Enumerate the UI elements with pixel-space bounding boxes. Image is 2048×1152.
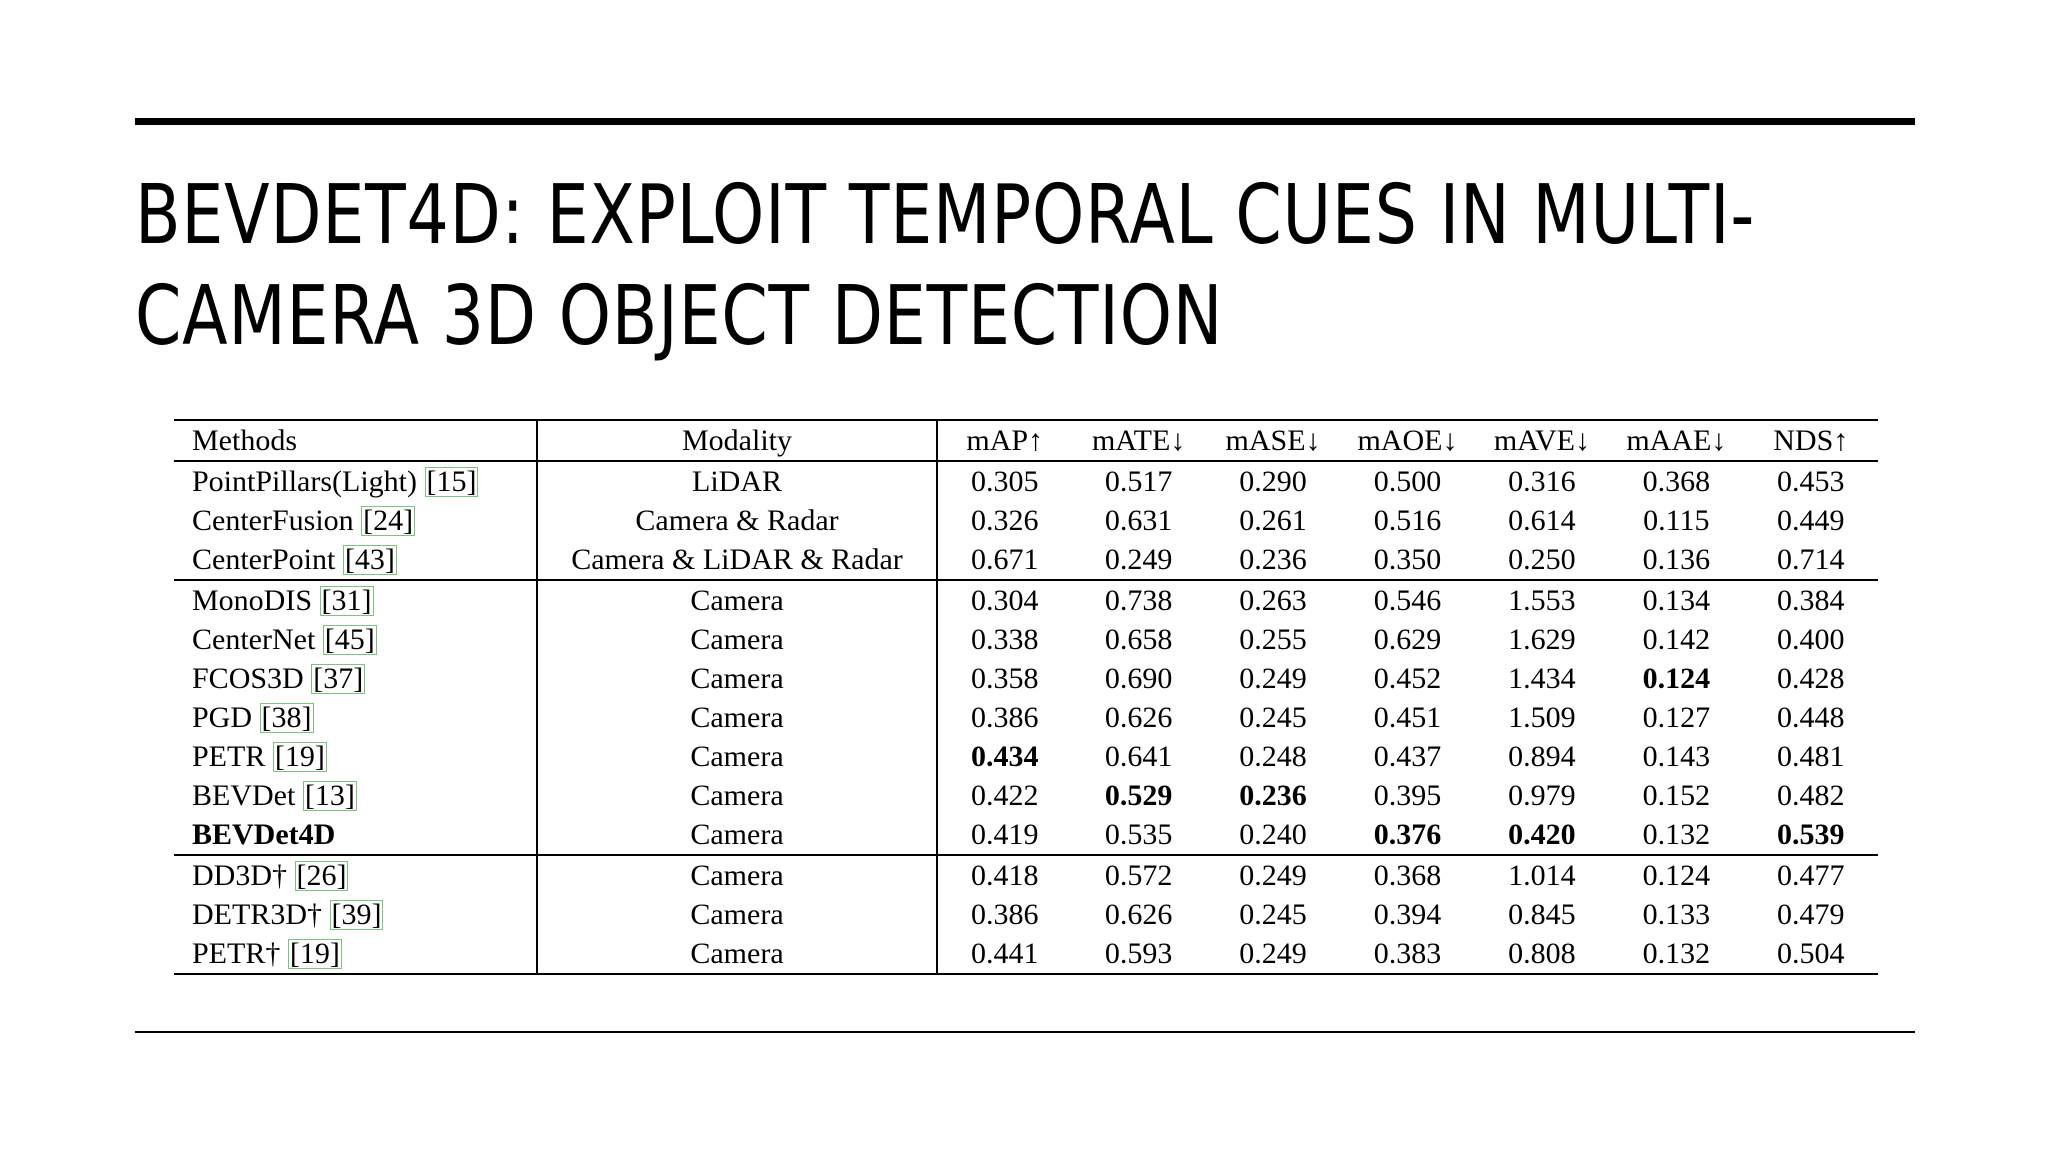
- metric-cell: 0.132: [1642, 818, 1711, 851]
- modality-cell: Camera: [537, 815, 937, 855]
- method-name: CenterPoint: [192, 543, 336, 576]
- table-row: [174, 461, 1878, 501]
- metric-cell: 0.539: [1777, 818, 1845, 851]
- method-name: PointPillars(Light): [192, 465, 417, 498]
- citation-link[interactable]: [37]: [313, 662, 364, 695]
- citation-link[interactable]: [15]: [426, 465, 477, 498]
- metric-cell: 0.808: [1508, 937, 1576, 970]
- metric-cell: 1.014: [1508, 859, 1576, 892]
- metric-cell: 0.400: [1777, 623, 1845, 656]
- metric-cell: 0.152: [1642, 779, 1711, 812]
- modality-cell: Camera: [537, 620, 937, 659]
- method-name: PETR: [192, 740, 266, 773]
- modality-cell: Camera: [537, 855, 937, 895]
- modality-cell: Camera: [537, 934, 937, 974]
- metric-cell: 0.626: [1104, 701, 1173, 734]
- metric-cell: 0.142: [1642, 623, 1711, 656]
- metric-cell: 0.143: [1642, 740, 1711, 773]
- modality-cell: Camera & LiDAR & Radar: [537, 540, 937, 580]
- header-maoe: mAOE↓: [1357, 424, 1458, 457]
- metric-cell: 0.979: [1508, 779, 1576, 812]
- metric-cell: 0.451: [1373, 701, 1442, 734]
- metric-cell: 0.449: [1777, 504, 1845, 537]
- metric-cell: 0.482: [1777, 779, 1845, 812]
- metric-cell: 0.263: [1239, 584, 1307, 617]
- title-line-1: BEVDET4D: EXPLOIT TEMPORAL CUES IN MULTI-: [135, 168, 1756, 263]
- metric-cell: 0.368: [1642, 465, 1711, 498]
- modality-cell: Camera & Radar: [537, 501, 937, 540]
- metric-cell: 0.481: [1777, 740, 1845, 773]
- header-map: mAP↑: [966, 424, 1044, 457]
- metric-cell: 0.690: [1104, 662, 1173, 695]
- method-name: CenterNet: [192, 623, 316, 656]
- metric-cell: 0.437: [1373, 740, 1442, 773]
- table-row: [174, 698, 1878, 737]
- metric-cell: 0.132: [1642, 937, 1711, 970]
- citation-link[interactable]: [13]: [304, 779, 355, 812]
- metric-cell: 0.477: [1777, 859, 1845, 892]
- method-name: DD3D†: [192, 859, 287, 892]
- metric-cell: 0.516: [1373, 504, 1442, 537]
- citation-link[interactable]: [39]: [331, 898, 382, 931]
- method-cell: [174, 501, 537, 540]
- method-cell: [174, 776, 537, 815]
- metric-cell: 0.395: [1373, 779, 1442, 812]
- metric-cell: 0.452: [1373, 662, 1442, 695]
- metric-cell: 0.305: [970, 465, 1039, 498]
- method-cell: [174, 815, 537, 855]
- metric-cell: 0.422: [970, 779, 1039, 812]
- metric-cell: 0.641: [1104, 740, 1173, 773]
- metric-cell: 0.236: [1239, 543, 1307, 576]
- metric-cell: 0.479: [1777, 898, 1845, 931]
- modality-cell: Camera: [537, 580, 937, 620]
- table-row: [174, 895, 1878, 934]
- method-name: CenterFusion: [192, 504, 354, 537]
- table-row: [174, 659, 1878, 698]
- method-cell: [174, 659, 537, 698]
- method-cell: [174, 461, 537, 501]
- method-cell: [174, 580, 537, 620]
- citation-link[interactable]: [45]: [324, 623, 375, 656]
- table-row: [174, 540, 1878, 580]
- metric-cell: 0.249: [1104, 543, 1173, 576]
- method-name: PETR†: [192, 937, 281, 970]
- citation-link[interactable]: [43]: [344, 543, 395, 576]
- method-name: PGD: [192, 701, 253, 734]
- citation-link[interactable]: [24]: [363, 504, 414, 537]
- metric-cell: 0.383: [1373, 937, 1442, 970]
- header-nds: NDS↑: [1773, 424, 1849, 457]
- metric-cell: 0.629: [1373, 623, 1442, 656]
- metric-cell: 0.358: [970, 662, 1039, 695]
- method-name: MonoDIS: [192, 584, 313, 617]
- metric-cell: 0.261: [1239, 504, 1307, 537]
- method-cell: [174, 737, 537, 776]
- metric-cell: 0.384: [1777, 584, 1845, 617]
- table-body: [174, 461, 1878, 974]
- metric-cell: 0.434: [970, 740, 1039, 773]
- metric-cell: 0.376: [1373, 818, 1442, 851]
- top-divider: [135, 118, 1915, 125]
- metric-cell: 1.434: [1508, 662, 1576, 695]
- metric-cell: 0.394: [1373, 898, 1442, 931]
- metric-cell: 0.448: [1777, 701, 1845, 734]
- method-cell: [174, 620, 537, 659]
- metric-cell: 0.626: [1104, 898, 1173, 931]
- results-table-container: [174, 419, 1878, 975]
- metric-cell: 0.350: [1373, 543, 1442, 576]
- metric-cell: 0.535: [1104, 818, 1173, 851]
- metric-cell: 0.529: [1104, 779, 1173, 812]
- header-maae: mAAE↓: [1626, 424, 1727, 457]
- modality-cell: LiDAR: [537, 461, 937, 501]
- metric-cell: 0.133: [1642, 898, 1711, 931]
- metric-cell: 0.593: [1104, 937, 1173, 970]
- method-cell: [174, 895, 537, 934]
- metric-cell: 0.504: [1777, 937, 1845, 970]
- metric-cell: 1.629: [1508, 623, 1576, 656]
- table-row: [174, 776, 1878, 815]
- metric-cell: 0.249: [1239, 662, 1307, 695]
- metric-cell: 0.249: [1239, 859, 1307, 892]
- metric-cell: 0.418: [970, 859, 1039, 892]
- table-header-row: [174, 420, 1878, 461]
- modality-cell: Camera: [537, 698, 937, 737]
- modality-cell: Camera: [537, 659, 937, 698]
- modality-cell: Camera: [537, 895, 937, 934]
- metric-cell: 0.614: [1508, 504, 1576, 537]
- metric-cell: 0.248: [1239, 740, 1307, 773]
- table-row: [174, 815, 1878, 855]
- method-name: DETR3D†: [192, 898, 322, 931]
- metric-cell: 0.240: [1239, 818, 1307, 851]
- metric-cell: 0.326: [970, 504, 1039, 537]
- metric-cell: 0.441: [970, 937, 1039, 970]
- metric-cell: 0.500: [1373, 465, 1442, 498]
- method-name: FCOS3D: [192, 662, 304, 695]
- header-mave: mAVE↓: [1493, 424, 1590, 457]
- metric-cell: 0.368: [1373, 859, 1442, 892]
- citation-link[interactable]: [31]: [321, 584, 372, 617]
- metric-cell: 0.245: [1239, 898, 1307, 931]
- method-name: BEVDet: [192, 779, 296, 812]
- modality-cell: Camera: [537, 776, 937, 815]
- results-table: [174, 419, 1878, 975]
- metric-cell: 0.671: [970, 543, 1039, 576]
- modality-cell: Camera: [537, 737, 937, 776]
- table-row: [174, 620, 1878, 659]
- metric-cell: 0.338: [970, 623, 1039, 656]
- bottom-divider: [135, 1031, 1915, 1033]
- metric-cell: 0.250: [1508, 543, 1576, 576]
- metric-cell: 0.304: [970, 584, 1039, 617]
- metric-cell: 0.631: [1104, 504, 1173, 537]
- metric-cell: 0.738: [1104, 584, 1173, 617]
- citation-link[interactable]: [38]: [261, 701, 312, 734]
- metric-cell: 0.316: [1508, 465, 1576, 498]
- metric-cell: 0.255: [1239, 623, 1307, 656]
- metric-cell: 0.453: [1777, 465, 1845, 498]
- table-row: [174, 501, 1878, 540]
- header-modality: Modality: [537, 420, 937, 461]
- metric-cell: 0.290: [1239, 465, 1307, 498]
- metric-cell: 0.419: [970, 818, 1039, 851]
- metric-cell: 1.509: [1508, 701, 1576, 734]
- metric-cell: 0.124: [1642, 859, 1711, 892]
- metric-cell: 0.428: [1777, 662, 1845, 695]
- metric-cell: 0.546: [1373, 584, 1442, 617]
- metric-cell: 0.115: [1643, 504, 1710, 537]
- citation-link[interactable]: [19]: [274, 740, 325, 773]
- method-cell: [174, 540, 537, 580]
- metric-cell: 0.386: [970, 701, 1039, 734]
- metric-cell: 0.236: [1239, 779, 1307, 812]
- metric-cell: 0.249: [1239, 937, 1307, 970]
- table-row: [174, 855, 1878, 895]
- table-row: [174, 580, 1878, 620]
- table-row: [174, 737, 1878, 776]
- metric-cell: 0.714: [1777, 543, 1845, 576]
- header-mase: mASE↓: [1225, 424, 1321, 457]
- metric-cell: 0.517: [1104, 465, 1173, 498]
- metric-cell: 0.124: [1642, 662, 1711, 695]
- metric-cell: 0.245: [1239, 701, 1307, 734]
- metric-cell: 0.127: [1642, 701, 1711, 734]
- method-cell: [174, 855, 537, 895]
- method-cell: [174, 698, 537, 737]
- metric-cell: 0.136: [1642, 543, 1711, 576]
- table-row: [174, 934, 1878, 974]
- citation-link[interactable]: [26]: [296, 859, 347, 892]
- metric-cell: 0.134: [1642, 584, 1711, 617]
- method-cell: [174, 934, 537, 974]
- metric-cell: 0.572: [1104, 859, 1173, 892]
- slide-title: [135, 165, 1756, 367]
- metric-cell: 0.658: [1104, 623, 1173, 656]
- metric-cell: 0.420: [1508, 818, 1576, 851]
- method-name: BEVDet4D: [192, 818, 336, 851]
- header-methods: Methods: [174, 420, 537, 461]
- metric-cell: 0.845: [1508, 898, 1576, 931]
- header-mate: mATE↓: [1091, 424, 1186, 457]
- citation-link[interactable]: [19]: [289, 937, 340, 970]
- metric-cell: 1.553: [1508, 584, 1576, 617]
- metric-cell: 0.894: [1508, 740, 1576, 773]
- metric-cell: 0.386: [970, 898, 1039, 931]
- title-line-2: CAMERA 3D OBJECT DETECTION: [135, 269, 1224, 364]
